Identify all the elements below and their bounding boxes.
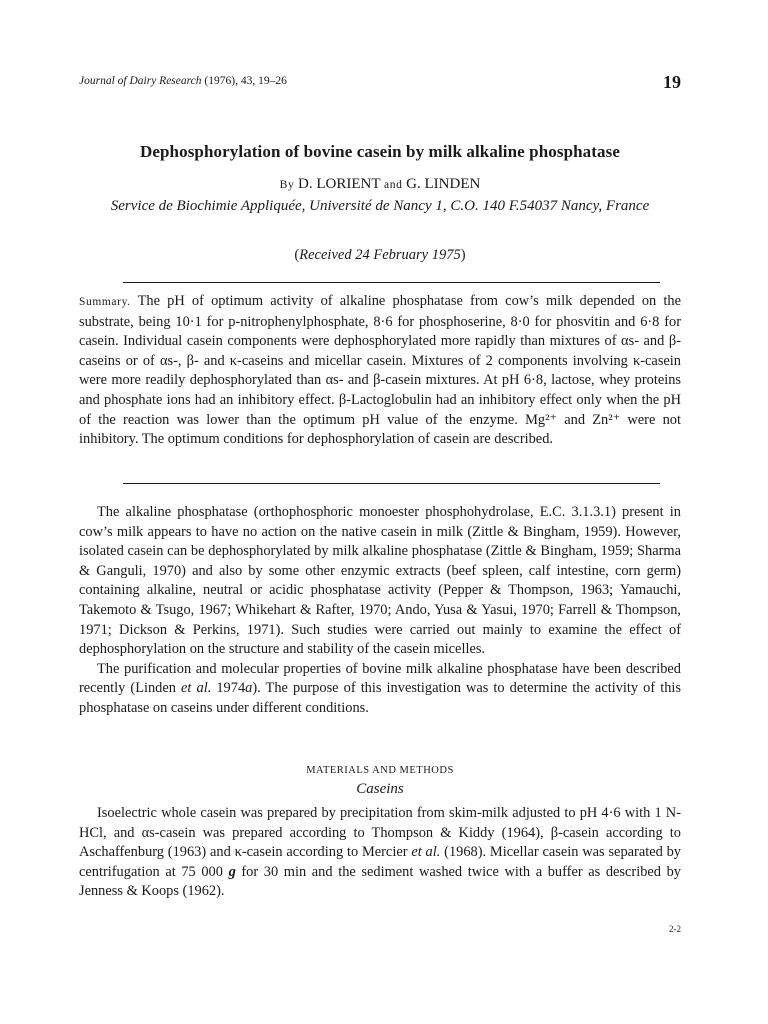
- methods-text-c: for 30 min and the sediment washed twice with a buffer as described by Jenness & Koops (1962).: [79, 863, 681, 900]
- received-date: [79, 247, 681, 264]
- top-divider: [123, 282, 660, 283]
- methods-caseins: [79, 804, 681, 902]
- running-header: [79, 72, 681, 95]
- by-label: By: [279, 179, 295, 191]
- methods-text-b: (1968). Micellar casein was separated by centrifugation at 75 000: [79, 844, 681, 880]
- intro-p2-etal: et al.: [181, 680, 212, 697]
- intro-p2-text-a: The purification and molecular properties of bovine milk alkaline phosphatase have been described recently (Linden: [79, 660, 681, 697]
- methods-g-unit: g: [228, 863, 236, 880]
- methods-etal: et al.: [411, 844, 441, 861]
- summary-paragraph: [79, 292, 681, 450]
- summary-text: The pH of optimum activity of alkaline phosphatase from cow’s milk depended on the substrate, being 10·1 for p-nitrophenylphosphate, 8·6 for phosphoserine, 8·0 for phosvitin and 6·8 for casein. Individual casein components were dephosphorylated more rapidly than mixtures of αs- and β-caseins or of αs-, β- and κ-caseins and micellar casein. Mixtures of 2 components involving κ-casein were more readily dephosphorylated than αs- and β-casein mixtures. At pH 6·8, lactose, whey proteins and phosphate ions had an inhibitory effect. β-Lactoglobulin had an inhibitory effect only when the pH of the reaction was lower than the optimum pH value of the enzyme. Mg²⁺ and Zn²⁺ were not inhibitory. The optimum conditions for dephosphorylation of casein are described.: [79, 293, 681, 448]
- journal-volume-pages: (1976), 43, 19–26: [204, 75, 287, 87]
- and-label: and: [384, 179, 403, 191]
- article-title: Dephosphorylation of bovine casein by milk alkaline phosphatase: [139, 142, 621, 161]
- received-close-paren: ): [460, 247, 466, 263]
- introduction: [79, 503, 681, 719]
- printer-signature: 2-2: [669, 924, 681, 934]
- received-open-paren: (: [294, 247, 300, 263]
- intro-p2-letter: a: [245, 680, 253, 697]
- page-number: 19: [663, 72, 681, 92]
- bottom-divider: [123, 483, 660, 484]
- affiliation: Service de Biochimie Appliquée, Université de Nancy 1, C.O. 140 F.54037 Nancy, France: [110, 198, 650, 214]
- journal-name: Journal of Dairy Research: [79, 75, 202, 87]
- intro-paragraph-2: [79, 660, 681, 719]
- subsection-heading: Caseins: [356, 781, 404, 797]
- intro-p2-text-b: 1974: [211, 680, 246, 697]
- summary-label: Summary.: [79, 296, 131, 308]
- section-heading: MATERIALS AND METHODS: [306, 765, 454, 776]
- methods-paragraph-1: [79, 804, 681, 902]
- author-lorient: D. LORIENT: [298, 176, 381, 192]
- intro-p2-text-c: ). The purpose of this investigation was to determine the activity of this phosphatase on caseins under different conditions.: [79, 680, 682, 716]
- received-label: Received 24 February 1975: [299, 247, 461, 263]
- author-line: [79, 176, 681, 193]
- journal-citation: [79, 75, 287, 87]
- author-linden: G. LINDEN: [406, 176, 481, 192]
- intro-paragraph-1: The alkaline phosphatase (orthophosphoric monoester phosphohydrolase, E.C. 3.1.3.1) present in cow’s milk appears to have no action on the native casein in milk (Zittle & Bingham, 1959). However, isolated casein can be dephosphorylated by milk alkaline phosphatase (Zittle & Bingham, 1959; Sharma & Ganguli, 1970) and also by some other enzymic extracts (beef spleen, calf intestine, corn germ) containing alkaline, neutral or acidic phosphatase activity (Pepper & Thompson, 1963; Yamauchi, Takemoto & Tsugo, 1967; Whikehart & Rafter, 1970; Ando, Yusa & Yasui, 1970; Farrell & Thompson, 1971; Dickson & Perkins, 1971). Such studies were carried out mainly to examine the effect of dephosphorylation on the structure and stability of the casein micelles.: [79, 504, 681, 658]
- methods-text-a: Isoelectric whole casein was prepared by precipitation from skim-milk adjusted to pH 4·6 with 1 N-HCl, and αs-casein was prepared according to Thompson & Kiddy (1964), β-casein according to Aschaffenburg (1963) and κ-casein according to Mercier: [79, 805, 681, 861]
